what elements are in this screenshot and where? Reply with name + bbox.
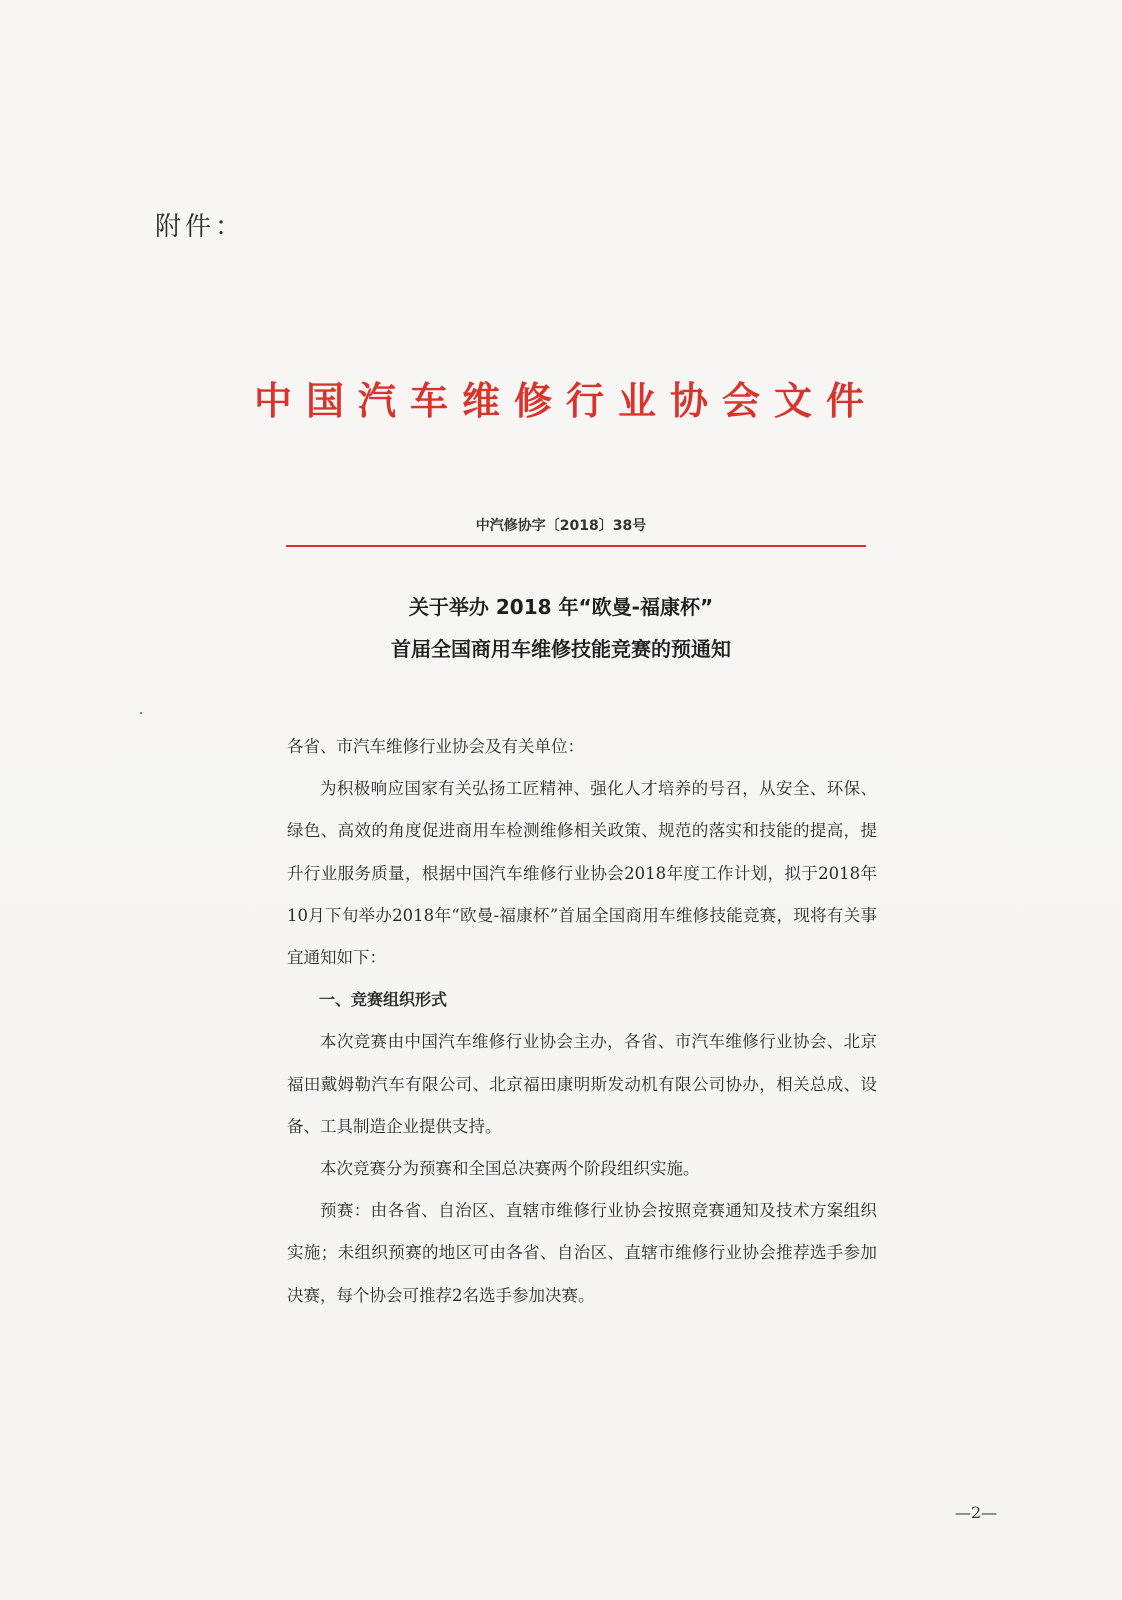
section-heading-organization: 一、竞赛组织形式	[319, 990, 448, 1010]
body-paragraph-intro: 为积极响应国家有关弘扬工匠精神、强化人才培养的号召，从安全、环保、绿色、高效的角度促进商用车检测维修相关政策、规范的落实和技能的提高，提升行业服务质量，根据中国汽车维修行业协会2018年度工作计划，拟于2018年10月下旬举办2018年“欧曼-福康杯”首届全国商用车维修技能竞赛，现将有关事宜通知如下：	[287, 779, 877, 968]
page-number: —2—	[955, 1503, 998, 1522]
document-number: 中汽修协字〔2018〕38号	[475, 518, 647, 534]
body-paragraph-organizers: 本次竞赛由中国汽车维修行业协会主办，各省、市汽车维修行业协会、北京福田戴姆勒汽车有限公司、北京福田康明斯发动机有限公司协办，相关总成、设备、工具制造企业提供支持。	[287, 1032, 877, 1136]
notice-title	[0, 586, 1122, 670]
organization-header-title: 中国汽车维修行业协会文件	[253, 379, 878, 423]
salutation: 各省、市汽车维修行业协会及有关单位：	[287, 737, 584, 756]
body-paragraph-preliminary: 预赛：由各省、自治区、直辖市维修行业协会按照竞赛通知及技术方案组织实施；未组织预赛的地区可由各省、自治区、直辖市维修行业协会推荐选手参加决赛，每个协会可推荐2名选手参加决赛。	[287, 1201, 877, 1305]
scan-speck	[140, 712, 142, 714]
header-divider-line	[286, 545, 866, 547]
notice-title-line-2: 首届全国商用车维修技能竞赛的预通知	[391, 637, 731, 661]
notice-title-line-1: 关于举办 2018 年“欧曼-福康杯”	[408, 595, 714, 619]
body-paragraph-stages: 本次竞赛分为预赛和全国总决赛两个阶段组织实施。	[320, 1159, 700, 1179]
notice-body	[287, 726, 877, 1317]
attachment-label: 附件：	[155, 212, 246, 242]
